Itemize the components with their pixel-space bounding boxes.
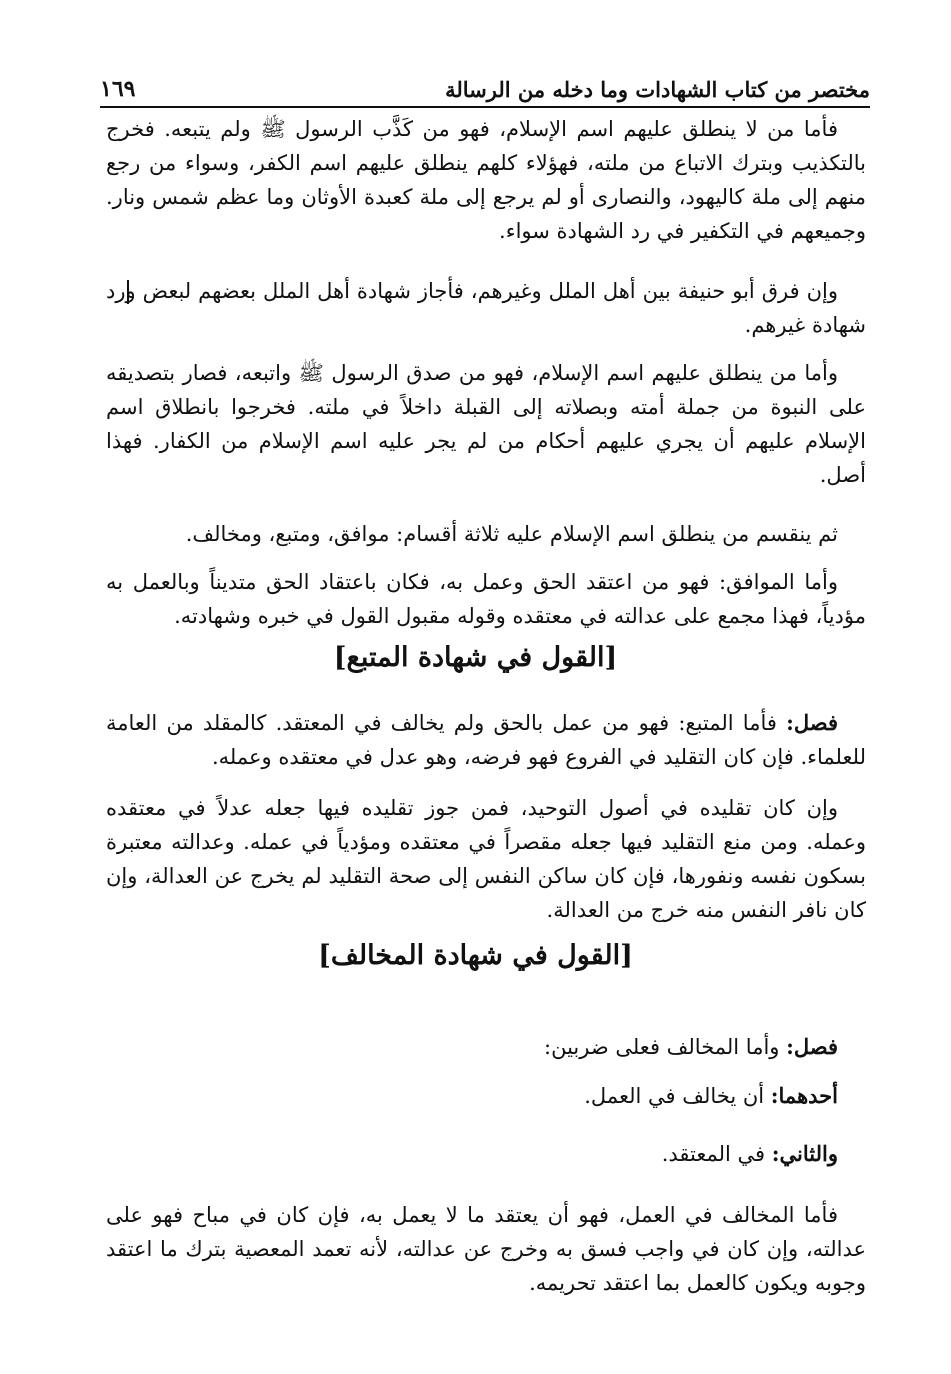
page-number: ١٦٩: [100, 76, 136, 102]
paragraph-6: فصل: فأما المتبع: فهو من عمل بالحق ولم يخالف في المعتقد. كالمقلد من العامة للعلماء. فإن كان التقليد في الفروع فهو فرضه، وهو عدل في معتقده وعمله.: [106, 710, 866, 769]
section-lead: فصل:: [786, 1034, 838, 1059]
running-header: [100, 70, 870, 108]
paragraph-1: فأما من لا ينطلق عليهم اسم الإسلام، فهو من كَذَّب الرسول ﷺ ولم يتبعه. فخرج بالتكذيب وبترك الاتباع من ملته، فهؤلاء كلهم ينطلق عليهم اسم الكفر، وسواء من رجع منهم إلى ملة كاليهود، والنصارى أو لم يرجع إلى ملة كعبدة الأوثان وما عظم شمس ونار. وجميعهم في التكفير في رد الشهادة سواء.: [106, 117, 866, 243]
list-item-second: والثاني: في المعتقد.: [661, 1141, 838, 1166]
paragraph-7: وإن كان تقليده في أصول التوحيد، فمن جوز تقليده فيها جعله عدلاً في معتقده وعمله. ومن منع التقليد فيها جعله مقصراً في معتقده ومؤدياً في عمله. وعدالته معتبرة بسكون نفسه ونفورها، فإن كان ساكن النفس إلى صحة التقليد لم يخرج عن العدالة، وإن كان نافر النفس منه خرج من العدالة.: [106, 796, 866, 922]
paragraph-2: وإن فرق أبو حنيفة بين أهل الملل وغيرهم، فأجاز شهادة أهل الملل بعضهم لبعض ورد شهادة غيرهم.: [106, 279, 866, 337]
paragraph-3: وأما من ينطلق عليهم اسم الإسلام، فهو من صدق الرسول ﷺ واتبعه، فصار بتصديقه على النبوة من جملة أمته وبصلاته إلى القبلة داخلاً في ملته. فخرجوا بانطلاق اسم الإسلام عليهم أن يجري عليهم أحكام من لم يجر عليه اسم الإسلام من الكفار. فهذا أصل.: [106, 361, 866, 487]
section-heading-follower: [القول في شهادة المتبع]: [333, 642, 618, 673]
list-item-first: أحدهما: أن يخالف في العمل.: [584, 1083, 838, 1108]
section-lead: فصل:: [786, 710, 838, 735]
paragraph-5: وأما الموافق: فهو من اعتقد الحق وعمل به، فكان باعتقاد الحق متديناً وبالعمل به مؤدياً، فهذا مجمع على عدالته في معتقده وقوله مقبول القول في خبره وشهادته.: [106, 570, 866, 628]
paragraph-4: ثم ينقسم من ينطلق اسم الإسلام عليه ثلاثة أقسام: موافق، ومتبع، ومخالف.: [185, 522, 838, 546]
section-heading-dissenter: [القول في شهادة المخالف]: [318, 940, 633, 971]
paragraph-9: فأما المخالف في العمل، فهو أن يعتقد ما لا يعمل به، فإن كان في مباح فهو على عدالته، وإن كان في واجب فسق به وخرج عن عدالته، لأنه تعمد المعصية بترك ما اعتقد وجوبه ويكون كالعمل بما اعتقد تحريمه.: [106, 1203, 866, 1295]
header-title: مختصر من كتاب الشهادات وما دخله من الرسالة: [445, 77, 870, 102]
paragraph-8: فصل: وأما المخالف فعلى ضربين:: [544, 1034, 838, 1059]
